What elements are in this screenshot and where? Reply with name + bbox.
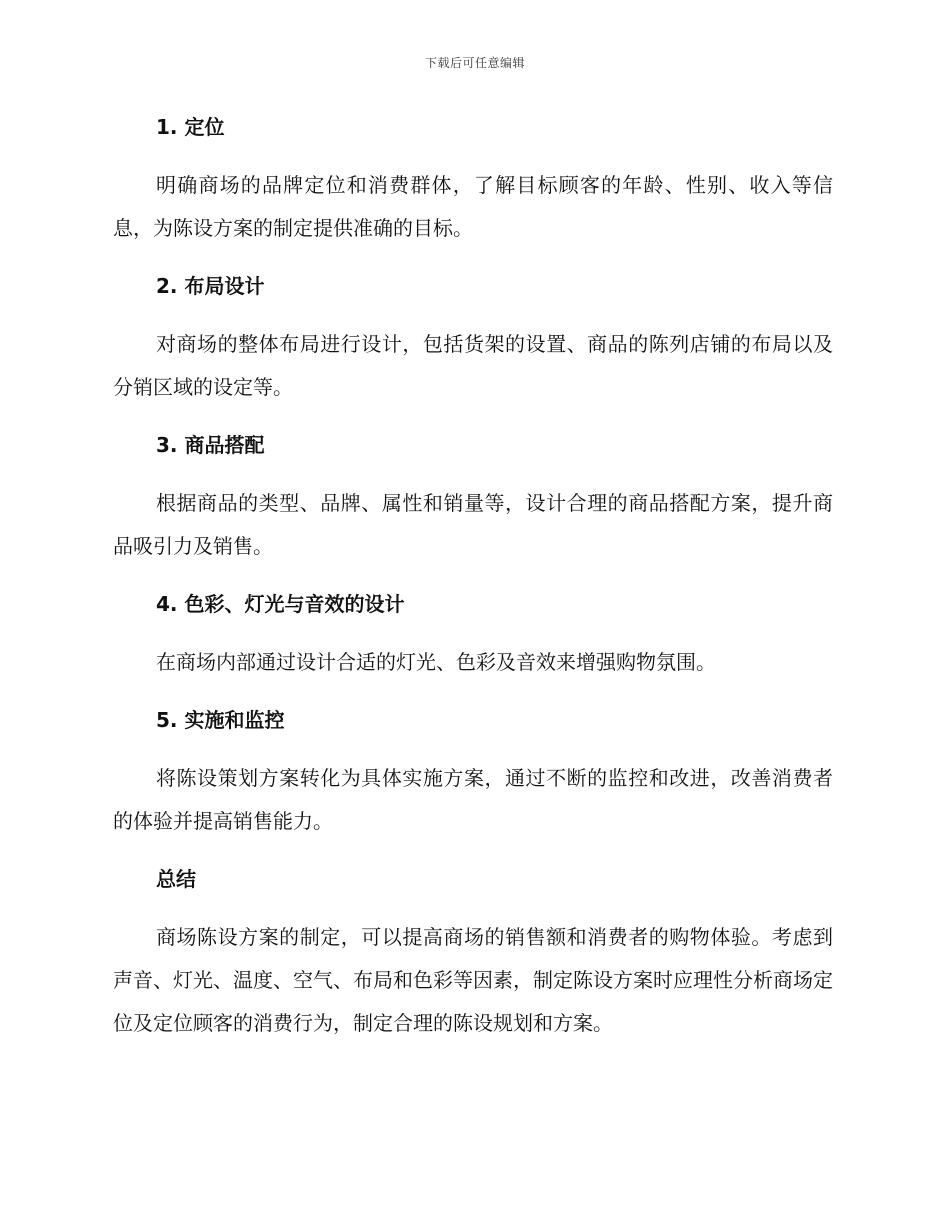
- section-heading-implementation: 5. 实施和监控: [156, 708, 285, 732]
- section-heading-product-matching: 3. 商品搭配: [156, 433, 265, 457]
- section-body-product-matching: 根据商品的类型、品牌、属性和销量等，设计合理的商品搭配方案，提升商品吸引力及销售。: [113, 491, 833, 558]
- section-heading-summary: 总结: [156, 867, 196, 891]
- document-body: [113, 112, 833, 1066]
- section-body-implementation: 将陈设策划方案转化为具体实施方案，通过不断的监控和改进，改善消费者的体验并提高销售能力。: [113, 766, 833, 833]
- section-body-color-light-sound: 在商场内部通过设计合适的灯光、色彩及音效来增强购物氛围。: [156, 650, 716, 674]
- section-body-positioning: 明确商场的品牌定位和消费群体，了解目标顾客的年龄、性别、收入等信息，为陈设方案的制定提供准确的目标。: [113, 173, 833, 240]
- section-body-layout-design: 对商场的整体布局进行设计，包括货架的设置、商品的陈列店铺的布局以及分销区域的设定等。: [113, 332, 833, 399]
- section-heading-positioning: 1. 定位: [156, 115, 225, 139]
- page-header: 下载后可任意编辑: [424, 56, 525, 70]
- section-body-summary: 商场陈设方案的制定，可以提高商场的销售额和消费者的购物体验。考虑到声音、灯光、温度、空气、布局和色彩等因素，制定陈设方案时应理性分析商场定位及定位顾客的消费行为，制定合理的陈设规划和方案。: [113, 925, 833, 1035]
- section-heading-color-light-sound: 4. 色彩、灯光与音效的设计: [156, 592, 405, 616]
- section-heading-layout-design: 2. 布局设计: [156, 274, 265, 298]
